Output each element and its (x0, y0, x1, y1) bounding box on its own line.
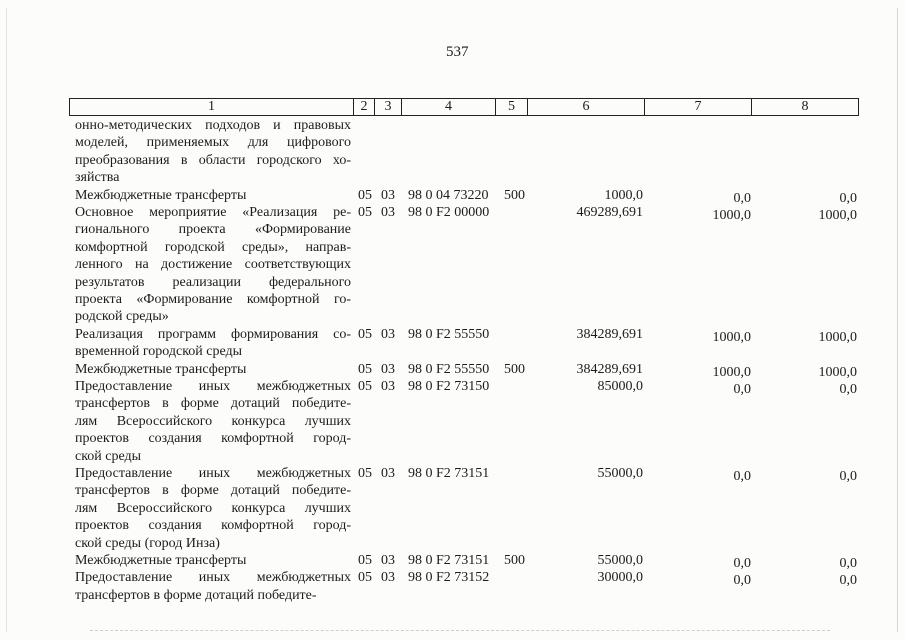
table-row (0, 378, 905, 465)
row-name-line: временной городской среды (75, 344, 243, 360)
amount-col-6: 55000,0 (597, 466, 643, 481)
subsection-code: 03 (381, 553, 395, 568)
target-article-code: 98 0 F2 73151 (408, 466, 490, 481)
row-name-line: лям Всероссийского конкурса лучших (75, 500, 351, 516)
target-article-code: 98 0 F2 55550 (408, 326, 490, 342)
table-header (69, 98, 859, 116)
target-article-code: 98 0 04 73220 (408, 187, 489, 203)
amount-col-8: 0,0 (839, 556, 857, 571)
header-col-2: 2 (354, 99, 375, 115)
scan-artifact-line (90, 630, 830, 635)
expense-type-code: 500 (504, 361, 525, 377)
section-code: 05 (358, 187, 372, 203)
section-code: 05 (358, 361, 372, 377)
row-name-line: проектов создания комфортной город- (75, 431, 351, 447)
row-name-line: Предоставление иных межбюджетных (75, 379, 351, 394)
row-name (75, 465, 351, 552)
row-name-line: ской среды (город Инза) (75, 535, 220, 551)
row-name-line: Предоставление иных межбюджетных (75, 466, 351, 481)
subsection-code: 03 (381, 379, 395, 394)
row-name-line: трансфертов в форме дотаций победите- (75, 396, 351, 412)
amount-col-7: 0,0 (733, 469, 751, 484)
target-article-code: 98 0 F2 73150 (408, 379, 490, 394)
header-col-4: 4 (402, 99, 496, 115)
amount-col-8: 0,0 (839, 573, 857, 589)
amount-col-7: 1000,0 (712, 208, 751, 223)
amount-col-8: 0,0 (839, 190, 857, 206)
table-row (0, 569, 905, 604)
row-name-line: трансфертов в форме дотаций победите- (75, 483, 351, 499)
amount-col-8: 1000,0 (818, 329, 857, 345)
amount-col-8: 0,0 (839, 469, 857, 484)
amount-col-8: 1000,0 (818, 364, 857, 380)
row-name (75, 117, 351, 187)
row-name-line: Межбюджетные трансферты (75, 187, 247, 203)
section-code: 05 (358, 205, 372, 220)
amount-col-7: 1000,0 (712, 329, 751, 345)
section-code: 05 (358, 553, 372, 568)
amount-col-7: 0,0 (733, 556, 751, 571)
amount-col-6: 30000,0 (597, 570, 643, 586)
target-article-code: 98 0 F2 73152 (408, 570, 490, 586)
row-name-line: лям Всероссийского конкурса лучших (75, 413, 351, 429)
row-name (75, 326, 351, 361)
amount-col-8: 1000,0 (818, 208, 857, 223)
row-name (75, 378, 351, 465)
row-name (75, 569, 351, 604)
row-name-line: преобразования в области городского хо- (75, 152, 351, 168)
amount-col-6: 384289,691 (576, 326, 643, 342)
amount-col-6: 469289,691 (576, 205, 643, 220)
row-name-line: Межбюджетные трансферты (75, 553, 247, 568)
expense-type-code: 500 (504, 187, 525, 203)
row-name (75, 187, 351, 204)
header-col-7: 7 (645, 99, 752, 115)
row-name-line: комфортной городской среды», направ- (75, 239, 351, 255)
amount-col-8: 0,0 (839, 382, 857, 397)
row-name (75, 361, 351, 378)
subsection-code: 03 (381, 187, 395, 203)
amount-col-7: 0,0 (733, 190, 751, 206)
row-name-line: проекта «Формирование комфортной го- (75, 291, 351, 307)
table-row (0, 117, 905, 187)
row-name (75, 552, 351, 569)
row-name-line: проектов создания комфортной город- (75, 518, 351, 534)
table-row (0, 552, 905, 569)
row-name-line: Межбюджетные трансферты (75, 361, 247, 377)
target-article-code: 98 0 F2 55550 (408, 361, 490, 377)
amount-col-6: 85000,0 (597, 379, 643, 394)
row-name-line: результатов реализации федерального (75, 274, 351, 290)
table-row (0, 204, 905, 326)
section-code: 05 (358, 570, 372, 586)
expense-type-code: 500 (504, 553, 525, 568)
header-col-1: 1 (70, 99, 354, 115)
target-article-code: 98 0 F2 00000 (408, 205, 490, 220)
amount-col-6: 55000,0 (597, 553, 643, 568)
row-name-line: родской среды» (75, 309, 169, 325)
row-name-line: Предоставление иных межбюджетных (75, 570, 351, 586)
row-name-line: моделей, применяемых для цифрового (75, 135, 351, 151)
row-name-line: Основное мероприятие «Реализация ре- (75, 205, 351, 220)
table-row (0, 326, 905, 361)
header-col-5: 5 (496, 99, 528, 115)
table-row (0, 465, 905, 552)
amount-col-6: 384289,691 (576, 361, 643, 377)
row-name-line: гионального проекта «Формирование (75, 222, 351, 238)
subsection-code: 03 (381, 570, 395, 586)
header-col-8: 8 (801, 99, 809, 114)
subsection-code: 03 (381, 466, 395, 481)
subsection-code: 03 (381, 361, 395, 377)
row-name-line: трансфертов в форме дотаций победите- (75, 587, 317, 603)
row-name-line: Реализация программ формирования со- (75, 326, 351, 342)
target-article-code: 98 0 F2 73151 (408, 553, 490, 568)
header-col-3: 3 (375, 99, 402, 115)
section-code: 05 (358, 379, 372, 394)
page-number: 537 (446, 44, 469, 60)
row-name-line: онно-методических подходов и правовых (75, 118, 351, 133)
row-name-line: зяйства (75, 170, 120, 186)
table-row (0, 187, 905, 204)
row-name-line: ленного на достижение соответствующих (75, 257, 351, 273)
amount-col-7: 0,0 (733, 382, 751, 397)
amount-col-7: 1000,0 (712, 364, 751, 380)
table-row (0, 361, 905, 378)
section-code: 05 (358, 466, 372, 481)
row-name-line: ской среды (75, 448, 142, 464)
section-code: 05 (358, 326, 372, 342)
subsection-code: 03 (381, 205, 395, 220)
row-name (75, 204, 351, 326)
amount-col-7: 0,0 (733, 573, 751, 589)
header-col-6: 6 (528, 99, 645, 115)
amount-col-6: 1000,0 (604, 187, 643, 203)
subsection-code: 03 (381, 326, 395, 342)
